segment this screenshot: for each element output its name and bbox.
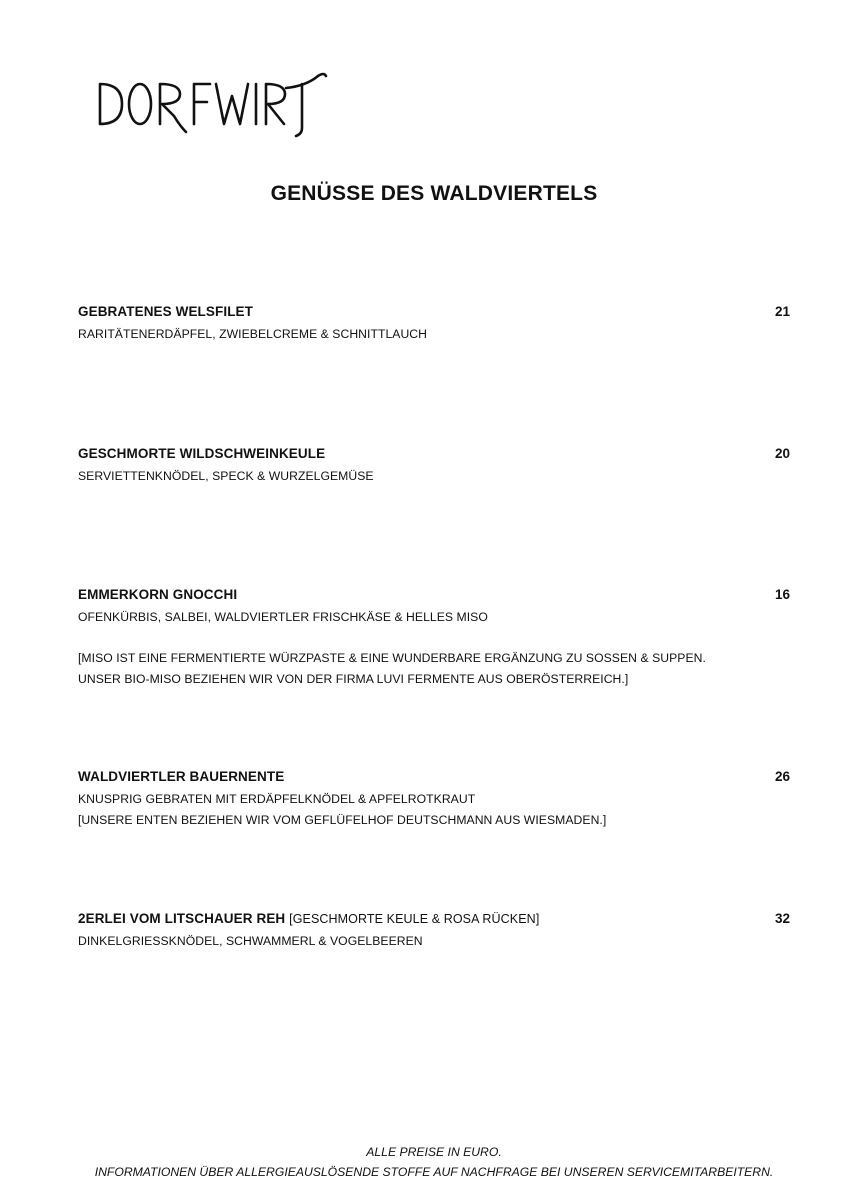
menu-item-name: GESCHMORTE WILDSCHWEINKEULE — [78, 446, 326, 461]
spacer — [78, 628, 790, 648]
menu-item-header — [78, 587, 790, 607]
menu-item-description: OFENKÜRBIS, SALBEI, WALDVIERTLER FRISCHKÄSE & HELLES MISO — [78, 610, 488, 624]
footer-allergen-note: INFORMATIONEN ÜBER ALLERGIEAUSLÖSENDE STOFFE AUF NACHFRAGE BEI UNSEREN SERVICEMITARBEITERN. — [94, 1165, 774, 1179]
menu-item-name — [78, 911, 539, 926]
menu-item-note: UNSER BIO-MISO BEZIEHEN WIR VON DER FIRMA LUVI FERMENTE AUS OBERÖSTERREICH.] — [78, 672, 629, 686]
menu-item-price: 20 — [774, 446, 790, 461]
menu-item-header — [78, 304, 790, 324]
menu-item-litschauer-reh — [78, 911, 790, 952]
menu-item-welsfilet — [78, 304, 790, 345]
menu-item-header — [78, 769, 790, 789]
footer-prices-note: ALLE PREISE IN EURO. — [366, 1145, 502, 1159]
menu-item-emmerkorn-gnocchi — [78, 587, 790, 690]
menu-item-price: 21 — [774, 304, 790, 319]
logo-wordmark-graphic — [96, 66, 336, 142]
menu-item-price: 26 — [774, 769, 790, 784]
menu-item-header — [78, 911, 790, 931]
menu-item-name: EMMERKORN GNOCCHI — [78, 587, 238, 602]
menu-item-bauernente — [78, 769, 790, 831]
menu-item-name: WALDVIERTLER BAUERNENTE — [78, 769, 285, 784]
dorfwirt-logo — [96, 66, 336, 142]
menu-item-description: RARITÄTENERDÄPFEL, ZWIEBELCREME & SCHNITTLAUCH — [78, 327, 428, 341]
menu-item-description: KNUSPRIG GEBRATEN MIT ERDÄPFELKNÖDEL & APFELROTKRAUT — [78, 792, 476, 806]
menu-item-name-text: 2ERLEI VOM LITSCHAUER REH — [78, 911, 286, 926]
menu-item-name: GEBRATENES WELSFILET — [78, 304, 254, 319]
menu-item-description: SERVIETTENKNÖDEL, SPECK & WURZELGEMÜSE — [78, 469, 374, 483]
menu-item-price: 16 — [774, 587, 790, 602]
menu-item-header — [78, 446, 790, 466]
menu-item-note: [UNSERE ENTEN BEZIEHEN WIR VOM GEFLÜFELHOF DEUTSCHMANN AUS WIESMADEN.] — [78, 813, 607, 827]
menu-item-note: [MISO IST EINE FERMENTIERTE WÜRZPASTE & EINE WUNDERBARE ERGÄNZUNG ZU SOSSEN & SUPPEN. — [78, 651, 706, 665]
menu-item-description: DINKELGRIESSKNÖDEL, SCHWAMMERL & VOGELBEEREN — [78, 934, 423, 948]
menu-item-wildschweinkeule — [78, 446, 790, 487]
menu-item-name-note: [GESCHMORTE KEULE & ROSA RÜCKEN] — [289, 912, 540, 926]
footer — [0, 1142, 868, 1182]
menu-item-price: 32 — [774, 911, 790, 926]
page-title: GENÜSSE DES WALDVIERTELS — [270, 182, 598, 205]
